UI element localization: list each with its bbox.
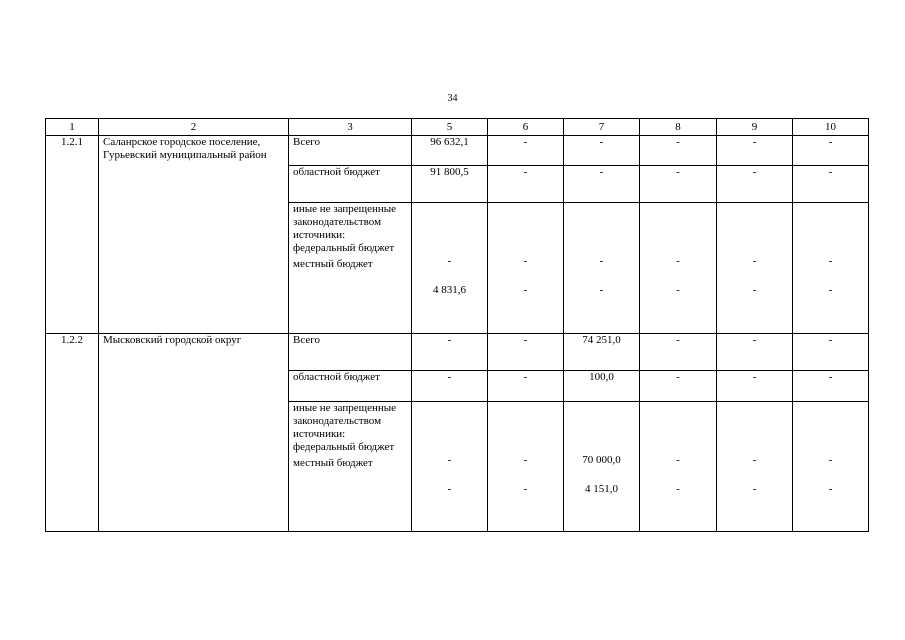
row-label-group: [289, 203, 412, 334]
value-cell: - -: [488, 203, 564, 334]
header-cell: 6: [488, 119, 564, 136]
row-label: Всего: [289, 334, 412, 371]
value-cell: -: [717, 371, 793, 402]
page-number: 34: [447, 93, 458, 104]
value-cell: -: [488, 166, 564, 203]
value-cell: 74 251,0: [564, 334, 640, 371]
header-cell: 1: [46, 119, 99, 136]
row-name: Мысковский городской округ: [99, 334, 289, 532]
value-cell: -: [488, 371, 564, 402]
value-cell: -: [488, 334, 564, 371]
value-cell: -: [793, 371, 869, 402]
budget-table: [45, 118, 869, 532]
row-label-group: [289, 402, 412, 532]
federal-budget-label: федеральный бюджет: [293, 242, 395, 254]
value-cell: - -: [640, 402, 717, 532]
value-cell: - -: [488, 402, 564, 532]
header-cell: 9: [717, 119, 793, 136]
row-code: 1.2.2: [46, 334, 99, 532]
value-cell: -: [717, 166, 793, 203]
row-label: Всего: [289, 136, 412, 166]
value-cell: 96 632,1: [412, 136, 488, 166]
header-cell: 5: [412, 119, 488, 136]
value-cell: -: [564, 166, 640, 203]
local-budget-label: местный бюджет: [293, 457, 373, 469]
value-cell: -: [717, 136, 793, 166]
value-cell: 70 000,0 4 151,0: [564, 402, 640, 532]
table-row: [46, 136, 869, 166]
header-cell: 3: [289, 119, 412, 136]
value-cell: -: [793, 166, 869, 203]
table-row: [46, 334, 869, 371]
row-label: областной бюджет: [289, 371, 412, 402]
row-code: 1.2.1: [46, 136, 99, 334]
other-sources-label: иные не запрещенные законодательством источники:: [293, 402, 397, 440]
value-cell: - -: [412, 402, 488, 532]
header-cell: 7: [564, 119, 640, 136]
row-name: Саланрское городское поселение, Гурьевский муниципальный район: [99, 136, 289, 334]
value-cell: - -: [717, 402, 793, 532]
value-cell: -: [640, 334, 717, 371]
value-cell: -: [564, 136, 640, 166]
value-cell: 91 800,5: [412, 166, 488, 203]
value-cell: - -: [793, 203, 869, 334]
local-budget-label: местный бюджет: [293, 258, 373, 270]
value-cell: -: [717, 334, 793, 371]
header-cell: 10: [793, 119, 869, 136]
federal-budget-label: федеральный бюджет: [293, 441, 395, 453]
value-cell: -: [793, 334, 869, 371]
value-cell: -: [793, 136, 869, 166]
value-cell: 100,0: [564, 371, 640, 402]
value-cell: - -: [564, 203, 640, 334]
value-cell: -: [412, 371, 488, 402]
header-cell: 8: [640, 119, 717, 136]
value-cell: -: [488, 136, 564, 166]
table-header-row: [46, 119, 869, 136]
value-cell: -: [640, 166, 717, 203]
row-label: областной бюджет: [289, 166, 412, 203]
value-cell: - -: [640, 203, 717, 334]
other-sources-label: иные не запрещенные законодательством источники:: [293, 203, 397, 241]
value-cell: - -: [793, 402, 869, 532]
header-cell: 2: [99, 119, 289, 136]
value-cell: -: [640, 371, 717, 402]
value-cell: - -: [717, 203, 793, 334]
value-cell: -: [412, 334, 488, 371]
value-cell: -: [640, 136, 717, 166]
value-cell: - 4 831,6: [412, 203, 488, 334]
